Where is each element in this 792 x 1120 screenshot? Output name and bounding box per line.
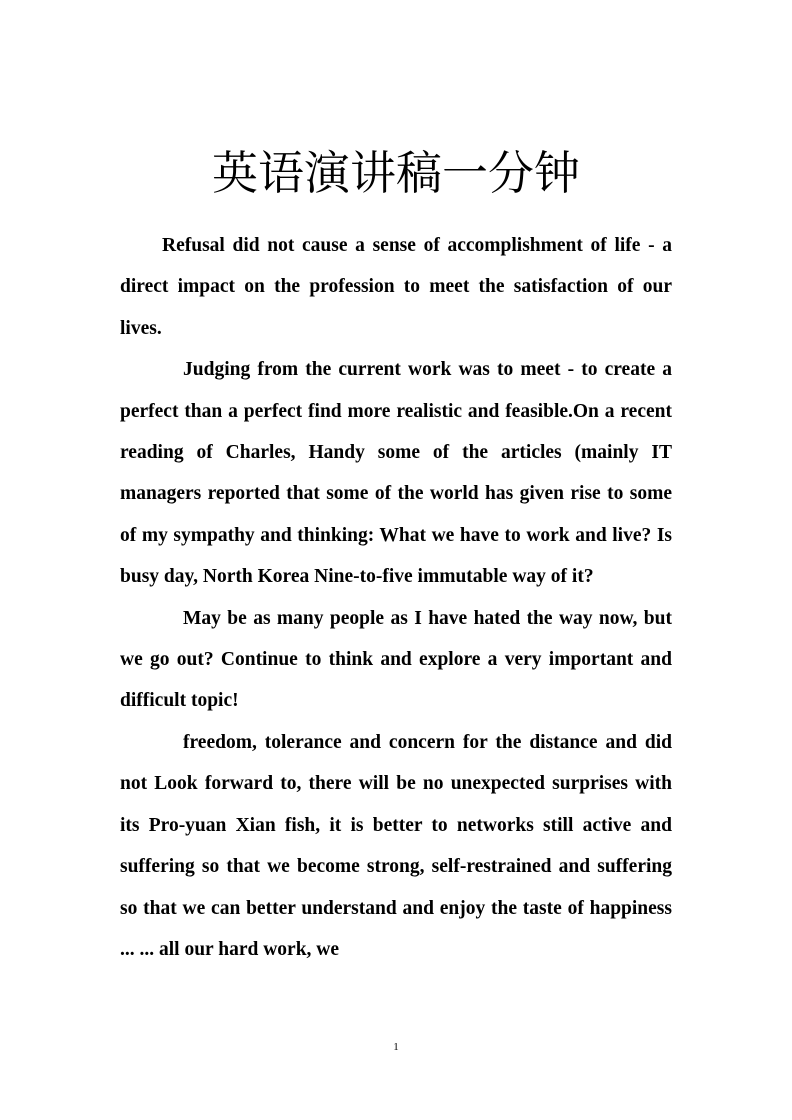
paragraph-4: freedom, tolerance and concern for the distance and did not Look forward to, there will be no unexpected surprises with its Pro-yuan Xian fish, it is better to networks still active and suffering so that we become strong, self-restrained and suffering so that we can better understand and enjoy the taste of happiness ... ... all our hard work, we <box>120 731 672 960</box>
page-number: 1 <box>393 1041 399 1053</box>
document-body <box>120 225 672 970</box>
paragraph-1: Refusal did not cause a sense of accomplishment of life - a direct impact on the profession to meet the satisfaction of our lives. <box>120 235 672 339</box>
document-title: 英语演讲稿一分钟 <box>212 146 580 200</box>
paragraph-2: Judging from the current work was to meet - to create a perfect than a perfect find more realistic and feasible.On a recent reading of Charles, Handy some of the articles (mainly IT managers reported that some of the world has given rise to some of my sympathy and thinking: What we have to work and live? Is busy day, North Korea Nine-to-five immutable way of it? <box>120 359 672 588</box>
paragraph-3: May be as many people as I have hated the way now, but we go out? Continue to think and explore a very important and difficult topic! <box>120 607 672 712</box>
